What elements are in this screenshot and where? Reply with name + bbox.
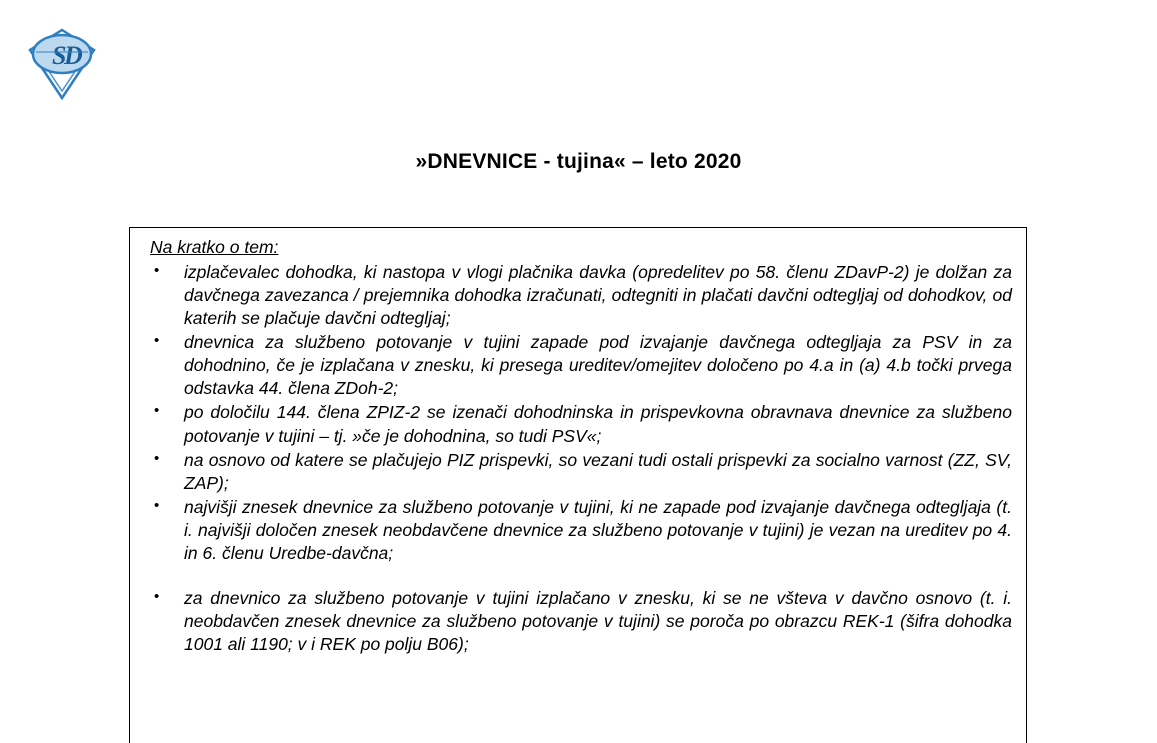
list-item: • po določilu 144. člena ZPIZ-2 se izenači dohodninska in prispevkovna obravnava dnevnice za službeno potovanje v tujini – tj. »če je dohodnina, so tudi PSV«;	[142, 401, 1012, 447]
list-item: • na osnovo od katere se plačujejo PIZ prispevki, so vezani tudi ostali prispevki za socialno varnost (ZZ, SV, ZAP);	[142, 449, 1012, 495]
svg-text:D: D	[64, 41, 83, 70]
list-item: • najvišji znesek dnevnice za službeno potovanje v tujini, ki ne zapade pod izvajanje davčnega odtegljaja (t. i. najvišji določen znesek neobdavčene dnevnice za službeno potovanje v tujini) je vezan na ureditev po 4. in 6. členu Uredbe-davčna;	[142, 496, 1012, 565]
svg-text:S: S	[52, 41, 67, 70]
list-item: • dnevnica za službeno potovanje v tujini zapade pod izvajanje davčnega odtegljaja za PSV in za dohodnino, če je izplačana v znesku, ki presega ureditev/omejitev določeno po 4.a in (a) 4.b točki prvega odstavka 44. člena ZDoh-2;	[142, 331, 1012, 400]
list-item: • za dnevnico za službeno potovanje v tujini izplačano v znesku, ki se ne všteva v davčno osnovo (t. i. neobdavčen znesek dnevnice za službeno potovanje v tujini) se poroča po obrazcu REK-1 (šifra dohodka 1001 ali 1190; v i REK po polju B06);	[142, 587, 1012, 656]
page-title: »DNEVNICE - tujina« – leto 2020	[415, 150, 742, 173]
summary-box-heading: Na kratko o tem:	[150, 237, 279, 257]
list-item: • izplačevalec dohodka, ki nastopa v vlogi plačnika davka (opredelitev po 58. členu ZDavP-2) je dolžan za davčnega zavezanca / prejemnika dohodka izračunati, odtegniti in plačati davčni odtegljaj od dohodkov, od katerih se plačuje davčni odtegljaj;	[142, 261, 1012, 330]
summary-bullet-list	[142, 261, 1012, 657]
summary-box	[129, 227, 1027, 743]
sd-logo-icon	[22, 28, 102, 100]
